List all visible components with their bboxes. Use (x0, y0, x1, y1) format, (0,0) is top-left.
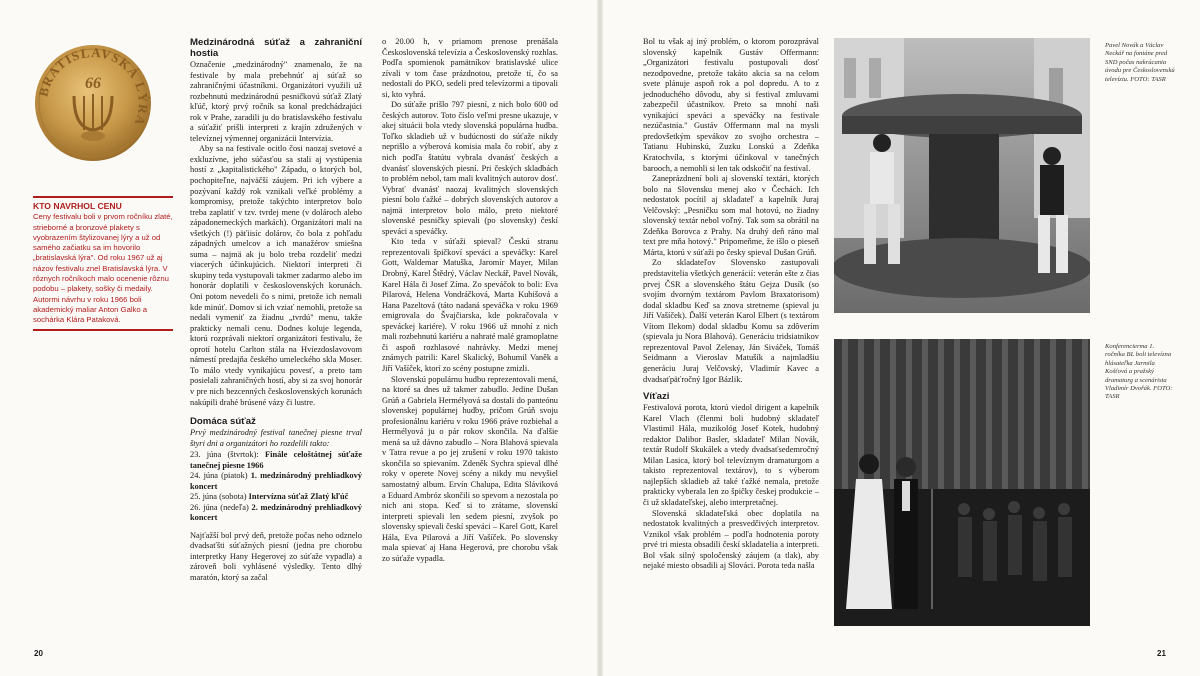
article-column-3 (643, 37, 819, 572)
medal-year: 66 (85, 75, 101, 92)
paragraph: Bol tu však aj iný problém, o ktorom porozprával slovenský kapelník Gustáv Offermann: „Organizátori festivalu postupovali dosť nezodpovedne, pretože takáto akcia sa na celom svete plánuje aspoň rok a pol dopredu. A to z jednoduchého dôvodu, aby si festival zmluvami zabezpečil účastníkov. Preto sa mnohí naši vynikajúci speváci a speváčky na festivale nezúčastnia." Gustáv Offermann mal na mysli predovšetkým spevákov zo svojho orchestra – Tatianu Hubinskú, Zuzku Lonskú a Zdeňka Kratochvíla, s ktorými účinkoval v tanečných barooch, a nemohli si len tak odskočiť na festival. (643, 37, 819, 173)
sidebar-box (33, 196, 173, 331)
photo-fountain-image (834, 38, 1090, 313)
section-heading-winners: Víťazi (643, 391, 670, 403)
paragraph: Označenie „medzinárodný" znamenalo, že na festivale by mala prebehnúť aj súťaž so zahraničnými účastníkmi. Organizátori využili už rozbehnutú medzinárodnú pesničkovú súťaž Zlatý kľúč, ktorý prvý ročník sa konal predchádzajúci rok v Prahe, zaradili ju do bratislavského festivalu a súťažiť prišli interpreti z krajín združených v televíznej výmennej organizácii Intervízia. (190, 60, 362, 143)
photo-fountain-caption: Pavel Novák a Václav Neckář na fontáne pred SND počas nakrúcania úvodu pre Československú televíziu. FOTO: TASR (1105, 42, 1175, 83)
paragraph: Slovenskú populárnu hudbu reprezentovali mená, na ktoré sa dnes už takmer zabudlo. Jedine Dušan Grúň a Gabriela Hermélyová sa dostali do panteónu slovenskej populárnej hudby, pričom Grúň svoju profesionálnu kariéru v roku 1966 práve rozbiehal a Hermélyová ju o pár rokov skončila. Na ďalšie mená sa už dávno zabudlo – Nora Blahová spievala v Tatra revue a po jej zrušení v roku 1970 takisto skončila so spievaním. Zdeněk Sychra spieval dlhé roky v operete Novej scény a nikdy mu nevyšiel samostatný album. Ervín Chalupa, Edita Sláviková a Eduard Ambróz skončili so spevom a nezostala po nich ani stopa. Keď si to zrátame, slovenskí interpreti spievali len sedem piesní, zvyšok po slovensky spievali českí speváci – Karel Gott, Karel Hála, Eva Pilarová a Jiří Vašíček. Po slovensky mala spievať aj Hana Hegerová, pre chorobu však zo súťaže vypadla. (382, 374, 558, 563)
sidebar-text: Ceny festivalu boli v prvom ročníku zlaté, strieborné a bronzové plakety s vyobrazením štylizovanej lýry a už od samého začiatku sa im hovorilo „bratislavská lýra". Od roku 1967 už aj názov festivalu znel Bratislavská lýra. V rôznych ročníkoch malo ocenenie rôznu podobu – plakety, sošky či medaily. Autormi návrhu v roku 1966 boli akademický maliar Anton Galko a sochárka Klára Pataková. (33, 212, 173, 325)
page-number-left: 20 (34, 649, 43, 658)
paragraph: Slovenská skladateľská obec doplatila na nedostatok kvalitných a presvedčivých interpretov. Vznikol však problém – podľa hodnotenia poroty prvé tri miesta obsadili českí skladatelia a interpreti. Bol však silný spoločenský záujem (a tlak), aby nejaké miesto obsadili aj Slováci. Porota teda našla (643, 508, 819, 571)
medal-lettering: BRATISLAVSKÁ LÝRA (35, 44, 152, 129)
paragraph: Prvý medzinárodný festival tanečnej piesne trval štyri dni a organizátori ho rozdelili takto: (190, 428, 362, 448)
sidebar-bottom-rule (33, 329, 173, 331)
festival-programme (190, 450, 362, 524)
programme-item: 26. júna (nedeľa) 2. medzinárodný prehliadkový koncert (190, 502, 362, 523)
programme-item: 25. júna (sobota) Intervízna súťaž Zlatý kľúč (190, 492, 349, 502)
photo-stage (834, 339, 1090, 626)
photo-stage-image (834, 339, 1090, 626)
sidebar-title: KTO NAVRHOL CENU (33, 201, 122, 211)
bratislavska-lyra-medal (34, 44, 152, 162)
paragraph: Kto teda v súťaži spieval? Českú stranu reprezentovali špičkoví speváci a speváčky: Karel Gott, Waldemar Matuška, Jaromír Mayer, Milan Drobný, Karel Štědrý, Václav Neckář, Pavel Novák, Karel Hála či Josef Zíma. Zo speváčok to boli: Eva Pilarová, Helena Vondráčková, Marta Kubišová a Hana Pazeltová (táto nadaná speváčka v roku 1969 emigrovala do Švajčiarska, kde pokračovala v speváckej kariére). V roku 1966 už mnohí z nich mali rozbehnutú kariéru a nahraté malé gramoplatne či aspoň rozhlasové nahrávky. Medzi menej známych patrili: Karel Skalický, Bohumil Vaněk a Jiří Vašíček, ktorí zo scény postupne zmizli. (382, 237, 558, 373)
photo-fountain (834, 38, 1090, 313)
paragraph: Zaneprázdnení boli aj slovenskí textári, ktorých bolo na Slovensku menej ako v Čechách. Ich nedostatok pocítil aj skladateľ a kapelník Juraj Velčovský: „Pesničku som mal hotovú, no žiadny slovenský textár nebol voľný. Tak som sa obrátil na Zdeňka Borovca z Prahy. Na druhý deň ráno mal text pre mňa hotový." Pripomeňme, že išlo o pieseň Márta, ktorú v súťaži po česky spieval Dušan Grúň. (643, 174, 819, 257)
section-heading-international: Medzinárodná súťaž a zahraniční hostia (190, 37, 362, 59)
paragraph: Do súťaže prišlo 797 piesní, z nich bolo 600 od českých autorov. Toto číslo veľmi presne ukazuje, v akej situácii bola vtedy slovenská populárna hudba. Toľko skladieb už v budúcnosti do súťaže nikdy neprišlo a výberová komisia mala čo robiť, aby z nich podľa štatútu vybrala dvanásť českých a dvanásť slovenských piesní. Pri českých skladbách to problém nebol, tam mali kvalitných autorov dosť. Vybrať dvanásť naozaj kvalitných slovenských piesní bolo ťažké – dobrých slovenských autorov a najmä interpretov bolo málo, preto niektoré slovenské pesničky spievali (po slovensky) českí speváci a speváčky. (382, 100, 558, 236)
paragraph: Festivalová porota, ktorú viedol dirigent a kapelník Karel Vlach (členmi boli hudobný skladateľ Vlastimil Hála, muzikológ Josef Kotek, hudobný redaktor Dalibor Basler, skladateľ Milan Novák, textár Rudolf Skukálek a vtedy dvadsaťsedemročný Milan Lasica, ktorý bol televíznym dramaturgom a takisto reprezentoval textárov), to s výberom najlepších skladieb až také ťažké nemala, pretože prakticky vyberala len zo špičky českej produkcie – či už skladateľskej, alebo interpretačnej. (643, 403, 819, 507)
article-column-2 (382, 37, 558, 564)
sidebar-top-rule (33, 196, 173, 198)
paragraph: Aby sa na festivale ocitlo čosi naozaj svetové a exkluzívne, jeho súčasťou sa stali aj vystúpenia hostí z „kapitalistického" Západu, o ktorých bol, pochopiteľne, najväčší záujem. Pri ich výbere a pozývaní každý rok vznikali veľké problémy a kompromisy, pretože takýchto interpretov bolo treba zaplatiť v tzv. tvrdej mene (v dolároch alebo západonemeckých markách). Organizátori mali na všetkých (!) päťiisíc dolárov, čo bola z pohľadu západných umelcov a ich manažérov smiešna suma – najmä ak ju bolo treba rozdeliť medzi viacerých účinkujúcich. Niektorí interpreti či skupiny teda vystupovali takmer zadarmo alebo im honorár doplatili v československých korunách. Oni potom nevedeli čo s nimi, pretože ich nemali kde minúť. Domov si ich vziať nemohli, pretože sa nedali vymeniť za žiadnu „tvrdú" menu, takže prakticky nemali cenu. Dodnes koluje legenda, ktorú rozprávali niektorí organizátori festivalu, že oprotí hotelu Carlton stála na Hviezdoslavovom námestí predajňa českého umeleckého skla Moser. To málo vtedy vynikajúcu povesť, a preto tam posielali zahraničných hostí, aby si za svoj honorár v pre nich bezcenných československých korunách nakúpili drahé brúsené vázy či lustre. (190, 144, 362, 407)
paragraph: o 20.00 h, v priamom prenose prenášala Československá televízia a Československý rozhlas. Podľa spomienok pamätníkov bratislavské ulice zívali v tom čase prázdnotou, pretože tí, čo sa nedostali do PKO, sedeli pred televízormi a tipovali si, kto vyhrá. (382, 37, 558, 99)
page-number-right: 21 (1157, 649, 1166, 658)
photo-stage-caption: Konferencierma 1. ročníka BL boli televízna hlásateľka Jarmila Košťová a pražský dramaturg a scenárista Vladimír Dvořák. FOTO: TASR (1105, 343, 1173, 401)
paragraph: Najťažší bol prvý deň, pretože počas neho odznelo dvadsaťšti súťažných piesní (jedna pre chorobu interpretky Hany Hegerovej zo súťaže vypadla) a zároveň boli vyhlásené výsledky. Tento dlhý maratón, ktorý sa začal (190, 530, 362, 582)
programme-item: 23. júna (štvrtok): Finále celoštátnej súťaže tanečnej piesne 1966 (190, 450, 362, 470)
section-heading-domestic: Domáca súťaž (190, 416, 256, 428)
programme-item: 24. júna (piatok) 1. medzinárodný prehliadkový koncert (190, 471, 362, 491)
article-column-1 (190, 37, 362, 583)
right-page (600, 0, 1200, 676)
paragraph: Zo skladateľov Slovensko zastupovali predstavitelia všetkých generácií: veterán ešte z čias prvej ČSR a slovenského štátu Gejza Dusík (so svojím dvorným textárom Pavlom Braxatorisom) dodal skladbu Keď sa znova stretneme (spieval ju Jiří Vašíček). Ďalší veterán Karol Elbert (s textárom Vítom Ilekom) dodal skladbu Komu sa zdôverím (spievala ju Nora Blahová). Generáciu tridsiatnikov reprezentoval Pavol Zelenay, Ján Siváček, Tomáš Seidmann a Vieroslav Matušík a najmladšiu generáciu Juraj Velčovský, Vladimír Kavec a dvadsaťpäťročný Igor Bázlik. (643, 258, 819, 384)
